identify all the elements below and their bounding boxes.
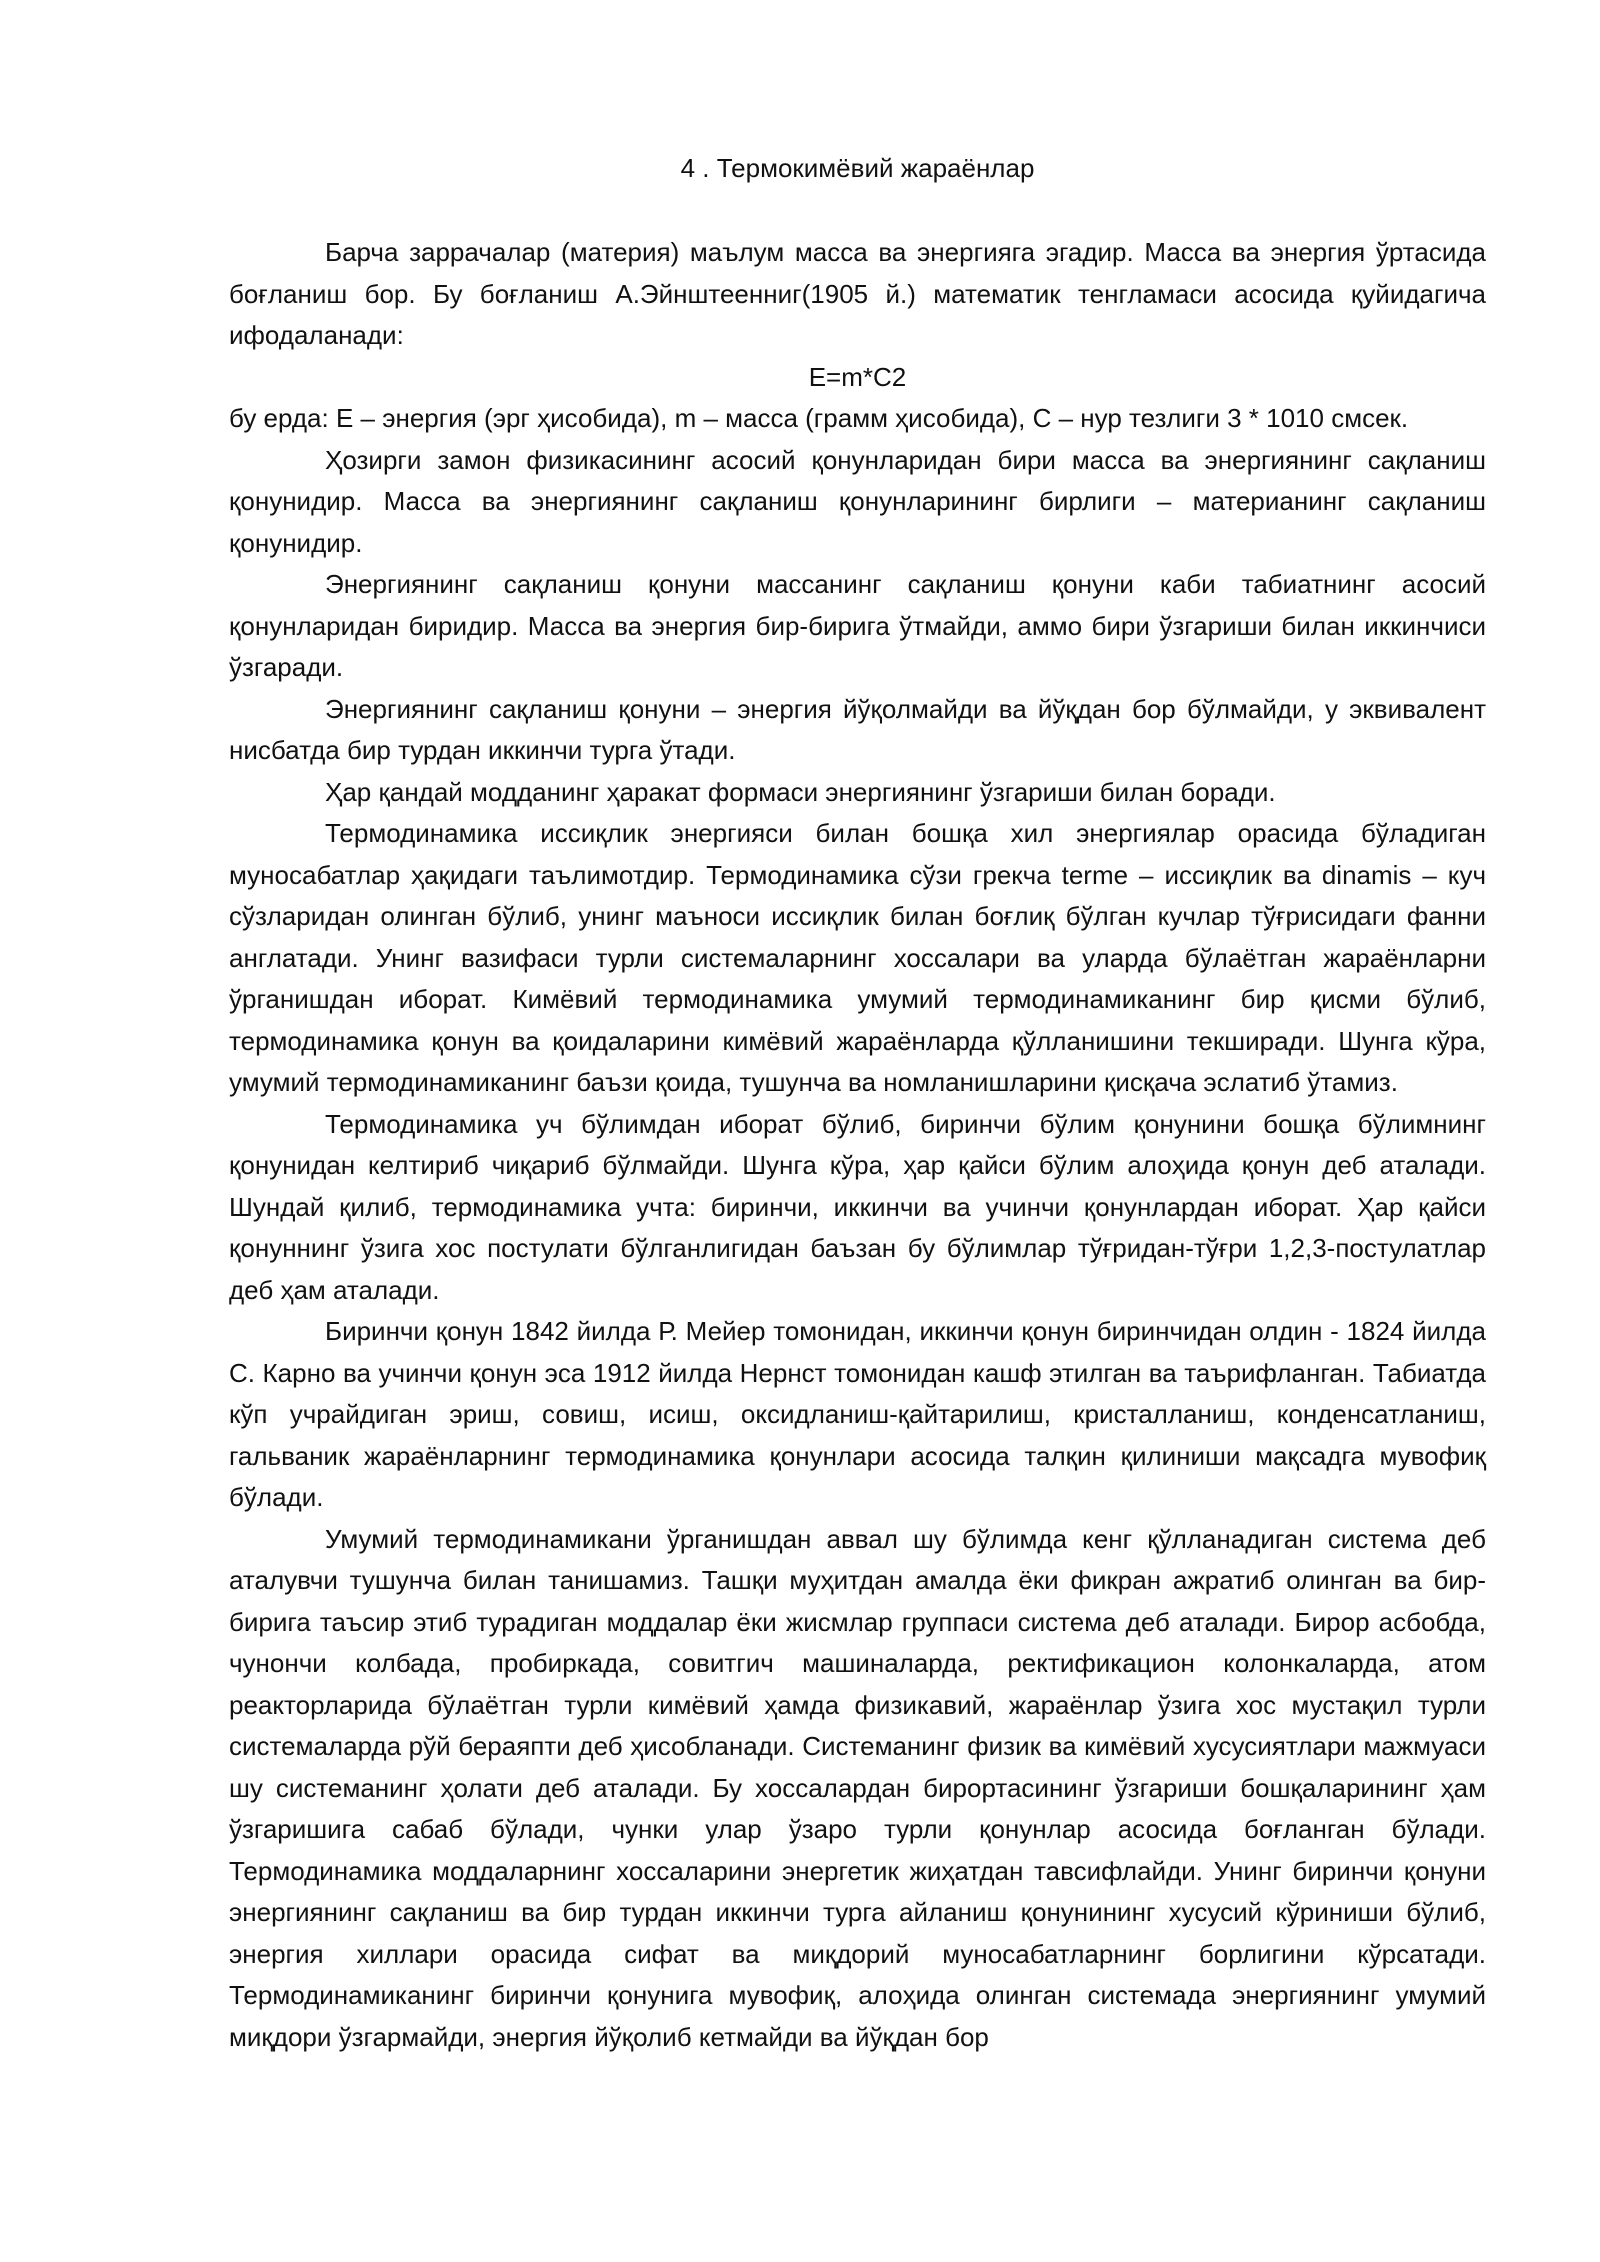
paragraph-2: бу ерда: Е – энергия (эрг ҳисобида), m – масса (грамм ҳисобида), С – нур тезлиги 3 * 1010 смсек. [229,403,1409,433]
paragraph-6: Ҳар қандай модданинг ҳаракат формаси энергиянинг ўзгариши билан боради. [325,776,1276,807]
paragraph-3: Ҳозирги замон физикасининг асосий қонунларидан бири масса ва энергиянинг сақланиш қонунидир. Масса ва энергиянинг сақланиш қонунларининг бирлиги – материанинг сақланиш қонунидир. [229,444,1486,558]
paragraph-5: Энергиянинг сақланиш қонуни – энергия йўқолмайди ва йўқдан бор бўлмайди, у эквивалент нисбатда бир турдан иккинчи турга ўтади. [229,693,1486,765]
paragraph-1: Барча заррачалар (материя) маълум масса ва энергияга эгадир. Масса ва энергия ўртасида боғланиш бор. Бу боғланиш А.Эйнштеенниг(1905 й.) математик тенгламаси асосида қуйидагича ифодаланади: [229,237,1486,350]
paragraph-4: Энергиянинг сақланиш қонуни массанинг сақланиш қонуни каби табиатнинг асосий қонунларидан биридир. Масса ва энергия бир-бирига ўтмайди, аммо бири ўзгариши билан иккинчиси ўзгаради. [229,569,1486,682]
document-body [229,148,1486,2058]
paragraph-8: Термодинамика уч бўлимдан иборат бўлиб, биринчи бўлим қонунини бошқа бўлимнинг қонунидан келтириб чиқариб бўлмайди. Шунга кўра, ҳар қайси бўлим алоҳида қонун деб аталади. Шундай қилиб, термодинамика учта: биринчи, иккинчи ва учинчи қонунлардан иборат. Ҳар қайси қонуннинг ўзига хос постулати бўлганлигидан баъзан бу бўлимлар тўғридан-тўғри 1,2,3-постулатлар деб ҳам аталади. [229,1108,1486,1305]
formula: E=m*C2 [808,361,907,392]
page-title: 4 . Термокимёвий жараёнлар [680,153,1035,183]
paragraph-7: Термодинамика иссиқлик энергияси билан бошқа хил энергиялар орасида бўладиган муносабатлар ҳақидаги таълимотдир. Термодинамика сўзи грекча terme – иссиқлик ва dinamis – куч сўзларидан олинган бўлиб, унинг маъноси иссиқлик билан боғлиқ бўлган кучлар тўғрисидаги фанни англатади. Унинг вазифаси турли системаларнинг хоссалари ва уларда бўлаётган жараёнларни ўрганишдан иборат. Кимёвий термодинамика умумий термодинамиканинг бир қисми бўлиб, термодинамика қонун ва қоидаларини кимёвий жараёнларда қўлланишини текширади. Шунга кўра, умумий термодинамиканинг баъзи қоида, тушунча ва номланишларини қисқача эслатиб ўтамиз. [229,818,1486,1097]
paragraph-10: Умумий термодинамикани ўрганишдан аввал шу бўлимда кенг қўлланадиган система деб аталувчи тушунча билан танишамиз. Ташқи муҳитдан амалда ёки фикран ажратиб олинган ва бир-бирига таъсир этиб турадиган моддалар ёки жисмлар группаси система деб аталади. Бирор асбобда, чунончи колбада, пробиркада, совитгич машиналарда, ректификацион колонкаларда, атом реакторларида бўлаётган турли кимёвий ҳамда физикавий, жараёнлар ўзига хос мустақил турли системаларда рўй бераяпти деб ҳисобланади. Системанинг физик ва кимёвий хусусиятлари мажмуаси шу системанинг ҳолати деб аталади. Бу хоссалардан бирортасининг ўзгариши бошқаларининг ҳам ўзгаришига сабаб бўлади, чунки улар ўзаро турли қонунлар асосида боғланган бўлади. Термодинамика моддаларнинг хоссаларини энергетик жиҳатдан тавсифлайди. Унинг биринчи қонуни энергиянинг сақланиш ва бир турдан иккинчи турга айланиш қонунининг хусусий кўриниши бўлиб, энергия хиллари орасида сифат ва миқдорий муносабатларнинг борлигини кўрсатади. Термодинамиканинг биринчи қонунига мувофиқ, алоҳида олинган системада энергиянинг умумий миқдори ўзгармайди, энергия йўқолиб кетмайди ва йўқдан бор [229,1523,1486,2052]
paragraph-9: Биринчи қонун 1842 йилда Р. Мейер томонидан, иккинчи қонун биринчидан олдин - 1824 йилда С. Карно ва учинчи қонун эса 1912 йилда Нернст томонидан кашф этилган ва таърифланган. Табиатда кўп учрайдиган эриш, совиш, исиш, оксидланиш-қайтарилиш, кристалланиш, конденсатланиш, гальваник жараёнларнинг термодинамика қонунлари асосида талқин қилиниши мақсадга мувофиқ бўлади. [229,1316,1486,1512]
